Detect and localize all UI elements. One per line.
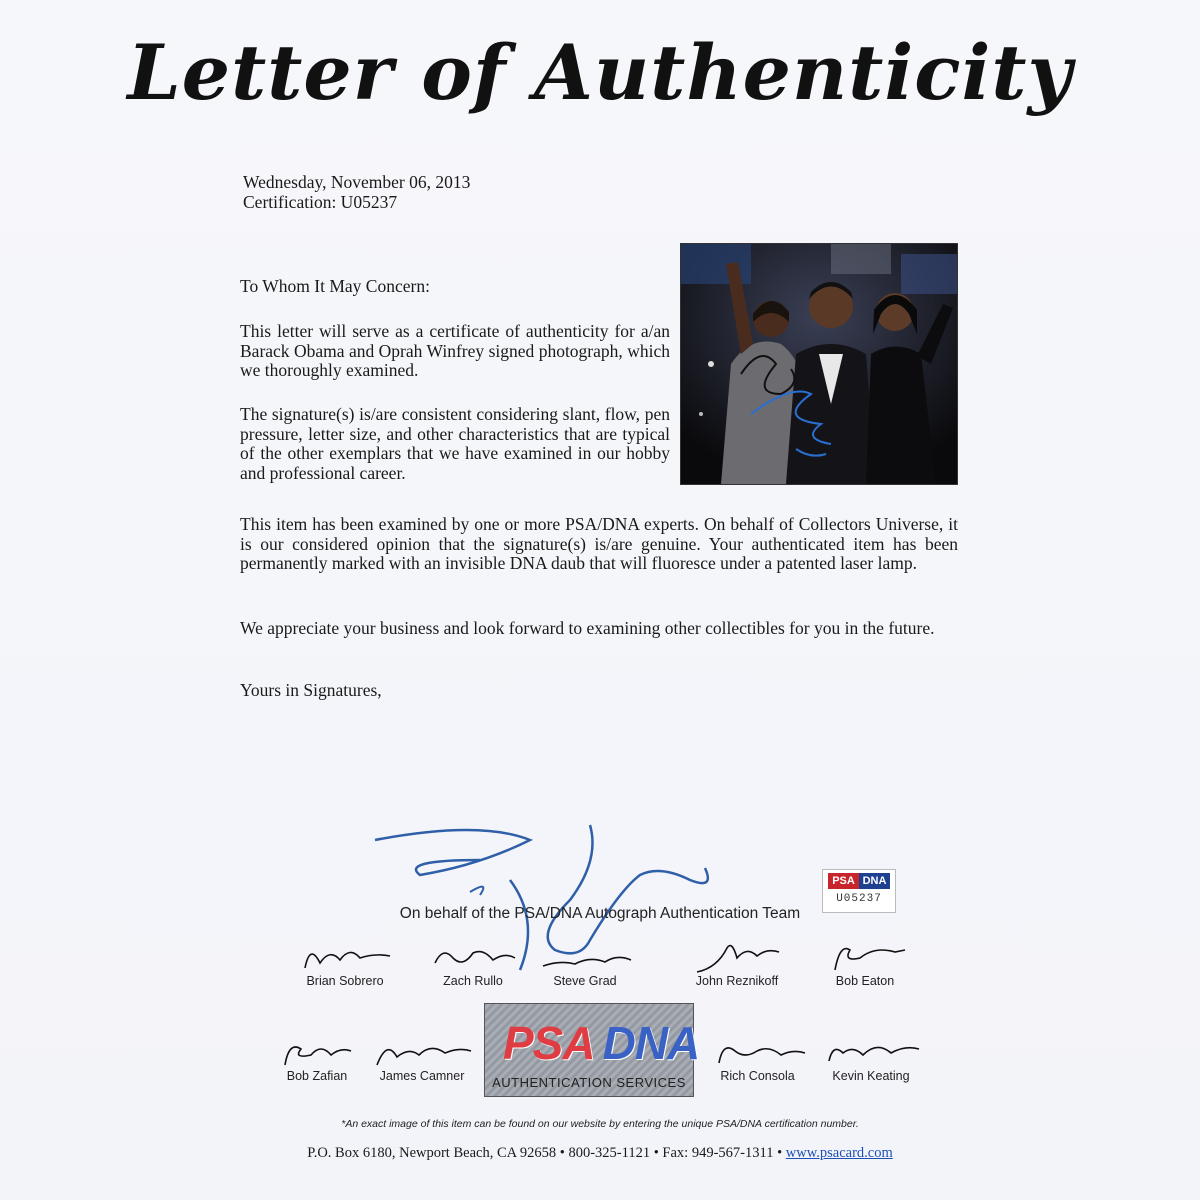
signature-steve-grad <box>535 938 635 974</box>
signer-name: Zach Rullo <box>443 974 503 988</box>
footnote: *An exact image of this item can be found on our website by entering the unique PSA/DNA certification number. <box>341 1118 859 1130</box>
address-text: P.O. Box 6180, Newport Beach, CA 92658 • 800-325-1121 • Fax: 949-567-1311 • <box>307 1145 783 1161</box>
auth-logo-wordmark <box>503 1016 699 1070</box>
auth-logo-services: AUTHENTICATION SERVICES <box>492 1075 686 1090</box>
paragraph-appreciation: We appreciate your business and look forward to examining other collectibles for you in the future. <box>240 618 935 638</box>
certification-number: Certification: U05237 <box>243 192 398 212</box>
signer-brian-sobrero <box>290 938 400 988</box>
signer-kevin-keating <box>812 1035 930 1083</box>
signature-rich-consola <box>705 1035 810 1069</box>
signer-bob-eaton <box>810 938 920 988</box>
signer-name: Bob Zafian <box>286 1069 348 1083</box>
signature-bob-eaton <box>815 938 915 974</box>
signer-bob-zafian <box>262 1035 372 1083</box>
authentication-team-line: On behalf of the PSA/DNA Autograph Authentication Team <box>399 905 801 922</box>
letter-meta <box>243 172 470 212</box>
sticker-number: U05237 <box>836 893 882 905</box>
closing: Yours in Signatures, <box>240 680 382 700</box>
psa-dna-sticker <box>822 869 896 913</box>
signer-name: Kevin Keating <box>832 1069 910 1083</box>
signature-james-camner <box>367 1035 477 1069</box>
signer-james-camner <box>362 1035 482 1083</box>
signer-john-reznikoff <box>682 938 792 988</box>
signature-kevin-keating <box>817 1035 925 1069</box>
salutation: To Whom It May Concern: <box>240 276 430 296</box>
signature-bob-zafian <box>267 1035 367 1069</box>
signer-name: Rich Consola <box>720 1069 795 1083</box>
signer-zach-rullo <box>418 938 528 988</box>
signer-name: Brian Sobrero <box>306 974 384 988</box>
signer-name: Bob Eaton <box>835 974 895 988</box>
psa-dna-sticker-logo <box>828 873 890 889</box>
footer-address <box>0 1145 1200 1162</box>
signature-zach-rullo <box>423 938 523 974</box>
letter-date: Wednesday, November 06, 2013 <box>243 172 471 192</box>
signer-name: James Camner <box>379 1069 465 1083</box>
signer-name: John Reznikoff <box>695 974 779 988</box>
auth-logo-dna: DNA <box>602 1017 700 1069</box>
paragraph-certificate: This letter will serve as a certificate of authenticity for a/an Barack Obama and Oprah Winfrey signed photograph, which we thoroughly examined. <box>240 321 670 381</box>
paragraph-opinion: This item has been examined by one or more PSA/DNA experts. On behalf of Collectors Universe, it is our considered opinion that the signature(s) is/are genuine. Your authenticated item has been permanently marked with an invisible DNA daub that will fluoresce under a patented laser lamp. <box>240 514 958 574</box>
letter-heading: Letter of Authenticity <box>127 28 1073 117</box>
signer-rich-consola <box>700 1035 815 1083</box>
photograph-image <box>681 244 957 484</box>
website-link[interactable]: www.psacard.com <box>785 1145 893 1161</box>
signed-photograph <box>681 244 957 484</box>
paragraph-consistency: The signature(s) is/are consistent considering slant, flow, pen pressure, letter size, and other characteristics that are typical of the other exemplars that we have examined in our hobby and professional career. <box>240 404 670 483</box>
signature-brian-sobrero <box>295 938 395 974</box>
auth-logo-psa: PSA <box>503 1017 595 1069</box>
signer-name: Steve Grad <box>553 974 617 988</box>
sticker-dna: DNA <box>859 873 890 889</box>
signer-steve-grad <box>530 938 640 988</box>
signature-john-reznikoff <box>687 938 787 974</box>
psa-dna-authentication-logo <box>484 1003 700 1097</box>
sticker-psa: PSA <box>828 873 859 889</box>
